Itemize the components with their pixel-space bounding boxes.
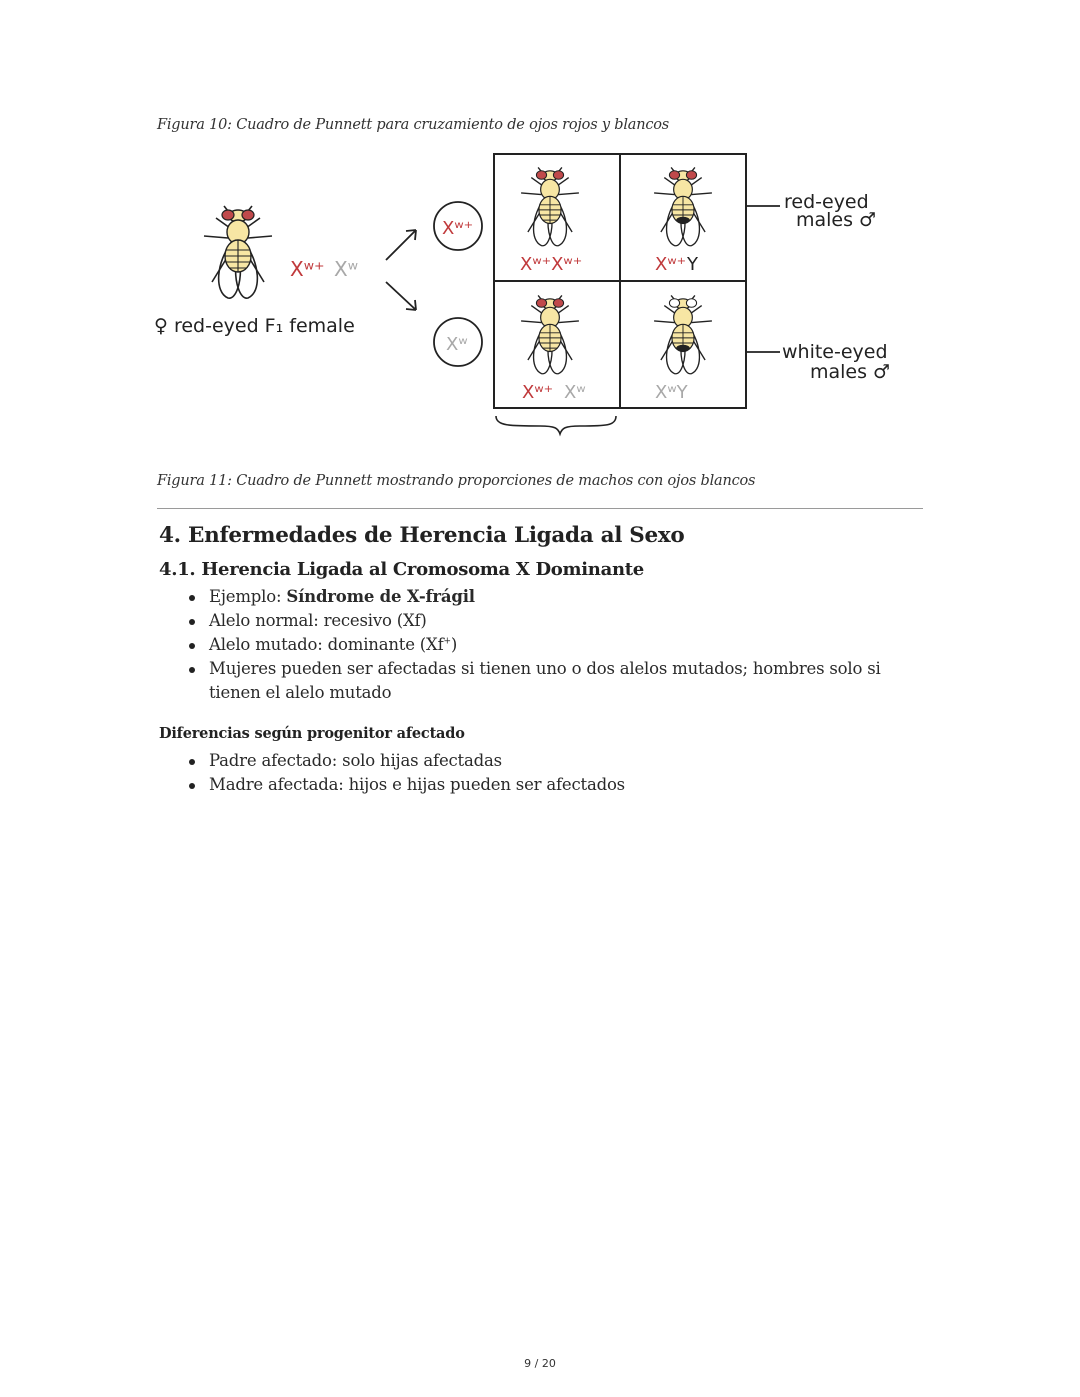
parent-genotype-red: Xʷ⁺ [290,257,325,281]
cell-3-genotype-gray: Xʷ [564,382,586,403]
example-disease: Síndrome de X-frágil [286,587,475,606]
cell-2-genotype-y: Y [687,254,698,275]
figure-11-caption: Figura 11: Cuadro de Punnett mostrando proporciones de machos con ojos blancos [157,473,756,489]
parent-label: ♀ red-eyed F₁ female [154,315,355,337]
list-item: Mujeres pueden ser afectadas si tienen uno o dos alelos mutados; hombres solo si tienen el alelo mutado [209,657,909,705]
cell-3-genotype-red: Xʷ⁺ [522,382,554,403]
list-item: Madre afectada: hijos e hijas pueden ser afectados [209,773,909,797]
list-item: Alelo normal: recesivo (Xf) [209,609,909,633]
label-red-eyed-2: males ♂ [796,209,877,231]
list-item: Padre afectado: solo hijas afectadas [209,749,909,773]
label-white-eyed-2: males ♂ [810,361,891,383]
label-white-eyed-1: white-eyed [782,341,888,363]
section-divider [157,508,923,509]
parent-differences-list [159,749,909,797]
list-item: Ejemplo: Síndrome de X-frágil [209,585,909,609]
subsection-title: 4.1. Herencia Ligada al Cromosoma X Dominante [159,559,644,580]
characteristics-list [159,585,909,705]
gamete-2: Xʷ [446,334,468,355]
figure-10-caption: Figura 10: Cuadro de Punnett para cruzamiento de ojos rojos y blancos [157,117,670,133]
label-red-eyed-1: red-eyed [784,191,869,213]
list-item: Alelo mutado: dominante (Xf+) [209,633,909,657]
parent-fly-icon [204,206,272,298]
cell-1-genotype: Xʷ⁺Xʷ⁺ [520,254,583,275]
parent-genotype-gray: Xʷ [334,257,359,281]
cell-2-genotype-red: Xʷ⁺ [655,254,687,275]
cell-4-genotype: XʷY [655,382,688,403]
punnett-square-figure [150,148,930,438]
page-number: 9 / 20 [524,1357,556,1370]
section-title: 4. Enfermedades de Herencia Ligada al Sexo [159,523,685,548]
subheading-differences: Diferencias según progenitor afectado [159,725,465,742]
gamete-1: Xʷ⁺ [442,218,474,239]
